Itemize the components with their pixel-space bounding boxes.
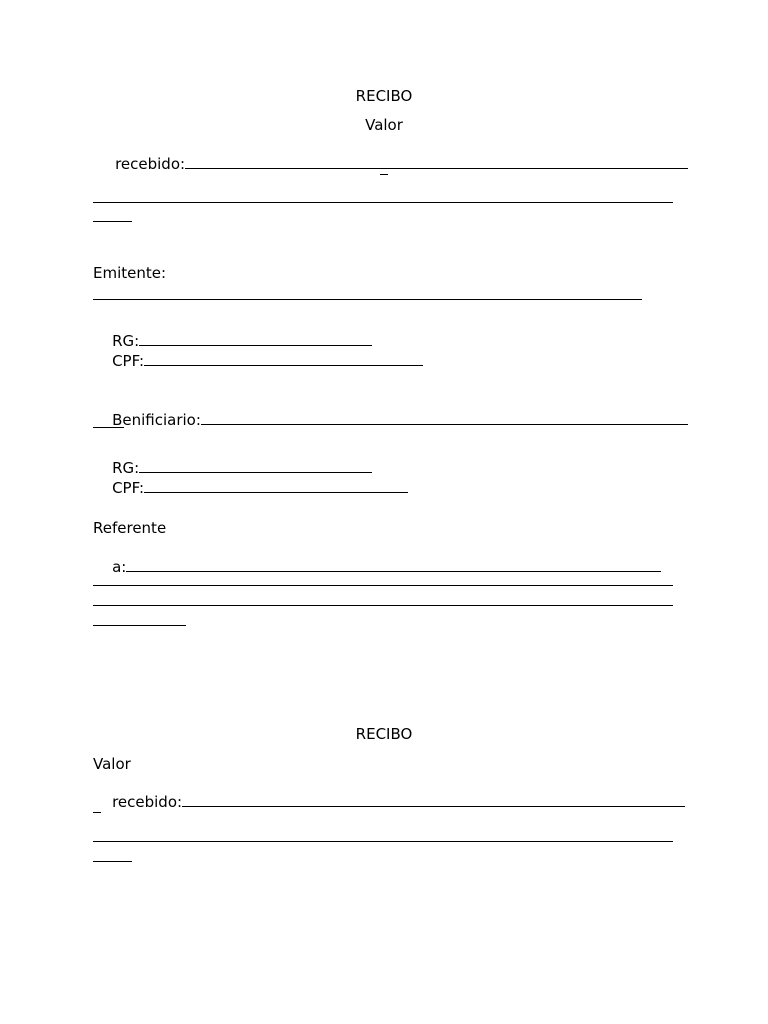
valor-extenso-field[interactable]	[93, 201, 673, 203]
referente-field-line2[interactable]	[93, 584, 673, 586]
valor-recebido-row	[93, 774, 685, 829]
valor-label-line1: Valor	[365, 116, 403, 134]
valor-recebido-row	[96, 136, 688, 191]
receipt-title: RECIBO	[355, 725, 413, 743]
emitente-cpf-field[interactable]	[144, 351, 423, 366]
referente-label-line2: a:	[112, 558, 127, 576]
referente-field-line3[interactable]	[93, 604, 673, 606]
valor-extenso-field-tail[interactable]	[93, 860, 132, 862]
emitente-field[interactable]	[93, 298, 642, 300]
beneficiario-cpf-row	[93, 460, 408, 515]
beneficiario-field[interactable]	[201, 410, 688, 425]
beneficiario-label: Benificiario:	[112, 411, 201, 429]
emitente-label: Emitente:	[93, 264, 167, 282]
receipt-title: RECIBO	[355, 87, 413, 105]
valor-label-line1: Valor	[93, 755, 131, 773]
beneficiario-row	[93, 392, 688, 447]
rg-label: RG:	[112, 332, 140, 350]
valor-recebido-field[interactable]	[185, 154, 688, 169]
cpf-label: CPF:	[112, 352, 145, 370]
valor-recebido-field-tail[interactable]	[380, 173, 388, 175]
valor-label-line2: recebido:	[112, 793, 183, 811]
cpf-label: CPF:	[112, 479, 145, 497]
valor-recebido-field[interactable]	[182, 792, 685, 807]
referente-field-tail[interactable]	[93, 624, 186, 626]
emitente-cpf-row	[93, 333, 423, 388]
rg-label: RG:	[112, 459, 140, 477]
valor-recebido-field-tail[interactable]	[93, 811, 101, 813]
valor-extenso-field[interactable]	[93, 840, 673, 842]
beneficiario-field-tail[interactable]	[93, 426, 124, 428]
valor-label-line2: recebido:	[115, 155, 186, 173]
valor-extenso-field-tail[interactable]	[93, 220, 132, 222]
beneficiario-cpf-field[interactable]	[144, 478, 408, 493]
referente-label-line1: Referente	[93, 519, 167, 537]
referente-field[interactable]	[126, 557, 661, 572]
